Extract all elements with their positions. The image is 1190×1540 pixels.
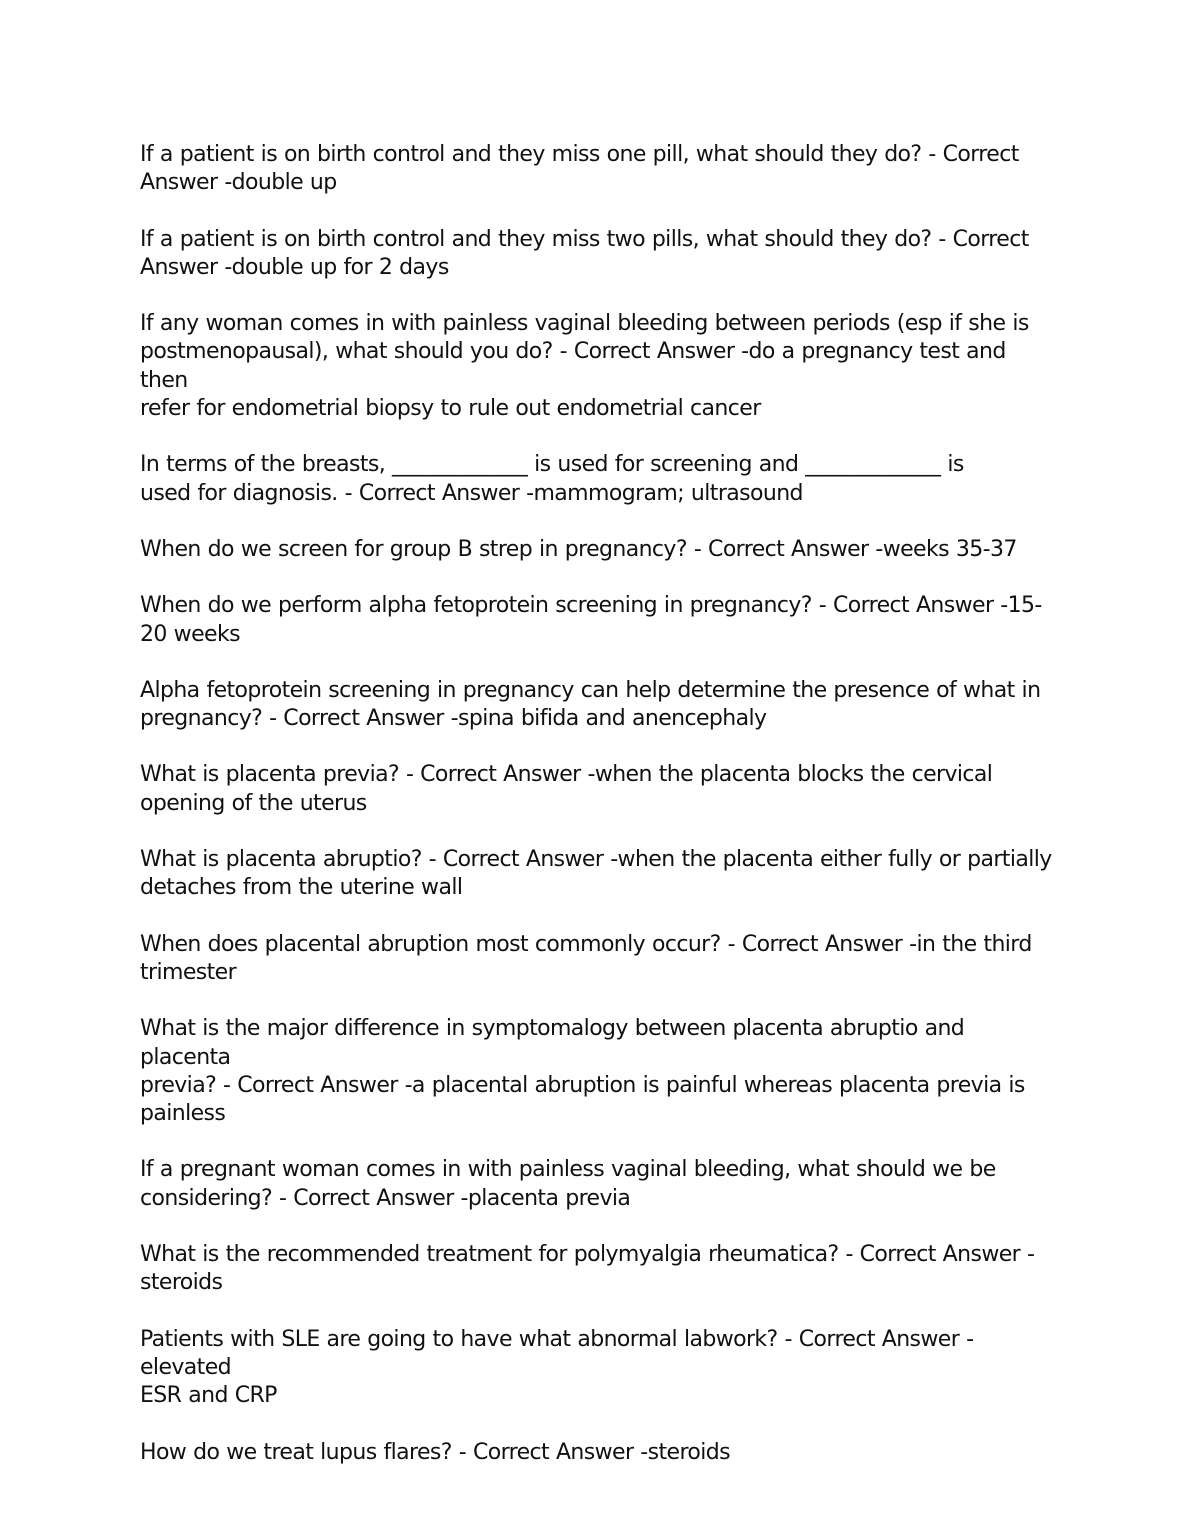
qa-item-9 bbox=[140, 846, 1055, 903]
qa-item-15 bbox=[140, 1439, 1055, 1467]
qa-line: trimester bbox=[140, 959, 237, 985]
qa-item-13 bbox=[140, 1241, 1055, 1298]
qa-line: used for diagnosis. - Correct Answer -mammogram; ultrasound bbox=[140, 480, 803, 506]
qa-line: postmenopausal), what should you do? - Correct Answer -do a pregnancy test and then bbox=[140, 339, 1006, 393]
qa-item-3 bbox=[140, 310, 1055, 423]
qa-line: painless bbox=[140, 1101, 226, 1127]
qa-line: What is placenta abruptio? - Correct Answer -when the placenta either fully or partially bbox=[140, 847, 1052, 873]
qa-line: When does placental abruption most commonly occur? - Correct Answer -in the third bbox=[140, 931, 1032, 957]
qa-line: If a pregnant woman comes in with painless vaginal bleeding, what should we be bbox=[140, 1157, 996, 1183]
qa-line: If a patient is on birth control and they miss one pill, what should they do? - Correct bbox=[140, 142, 1019, 167]
qa-line: When do we perform alpha fetoprotein screening in pregnancy? - Correct Answer -15- bbox=[140, 593, 1042, 619]
qa-item-2 bbox=[140, 226, 1055, 283]
qa-item-5 bbox=[140, 536, 1055, 564]
qa-line: If any woman comes in with painless vaginal bleeding between periods (esp if she is bbox=[140, 311, 1029, 337]
qa-line: Patients with SLE are going to have what abnormal labwork? - Correct Answer -elevated bbox=[140, 1326, 974, 1380]
qa-line: What is the recommended treatment for polymyalgia rheumatica? - Correct Answer - bbox=[140, 1242, 1035, 1268]
qa-line: previa? - Correct Answer -a placental abruption is painful whereas placenta previa is bbox=[140, 1072, 1025, 1098]
qa-item-14 bbox=[140, 1326, 1055, 1411]
document-page bbox=[140, 141, 1055, 1495]
qa-line: ESR and CRP bbox=[140, 1383, 277, 1409]
qa-line: considering? - Correct Answer -placenta previa bbox=[140, 1185, 631, 1211]
qa-line: Answer -double up bbox=[140, 170, 337, 196]
qa-line: How do we treat lupus flares? - Correct Answer -steroids bbox=[140, 1439, 731, 1465]
qa-line: When do we screen for group B strep in pregnancy? - Correct Answer -weeks 35-37 bbox=[140, 536, 1017, 562]
qa-item-7 bbox=[140, 677, 1055, 734]
qa-item-4 bbox=[140, 451, 1055, 508]
qa-item-10 bbox=[140, 931, 1055, 988]
qa-item-6 bbox=[140, 592, 1055, 649]
qa-line: detaches from the uterine wall bbox=[140, 875, 463, 901]
qa-line: Answer -double up for 2 days bbox=[140, 254, 449, 280]
qa-line: What is placenta previa? - Correct Answer -when the placenta blocks the cervical bbox=[140, 762, 993, 788]
qa-item-11 bbox=[140, 1015, 1055, 1128]
qa-line: pregnancy? - Correct Answer -spina bifida and anencephaly bbox=[140, 706, 767, 732]
qa-line: Alpha fetoprotein screening in pregnancy can help determine the presence of what in bbox=[140, 677, 1041, 703]
qa-item-1 bbox=[140, 141, 1055, 198]
qa-line: 20 weeks bbox=[140, 621, 240, 647]
qa-line: What is the major difference in symptomalogy between placenta abruptio and placenta bbox=[140, 1016, 965, 1070]
qa-line: refer for endometrial biopsy to rule out endometrial cancer bbox=[140, 396, 761, 422]
qa-line: steroids bbox=[140, 1270, 223, 1296]
qa-line: In terms of the breasts, _____________ is used for screening and _____________ is bbox=[140, 452, 964, 478]
qa-line: If a patient is on birth control and they miss two pills, what should they do? - Correct bbox=[140, 226, 1029, 252]
qa-line: opening of the uterus bbox=[140, 790, 367, 816]
qa-item-12 bbox=[140, 1156, 1055, 1213]
qa-item-8 bbox=[140, 761, 1055, 818]
